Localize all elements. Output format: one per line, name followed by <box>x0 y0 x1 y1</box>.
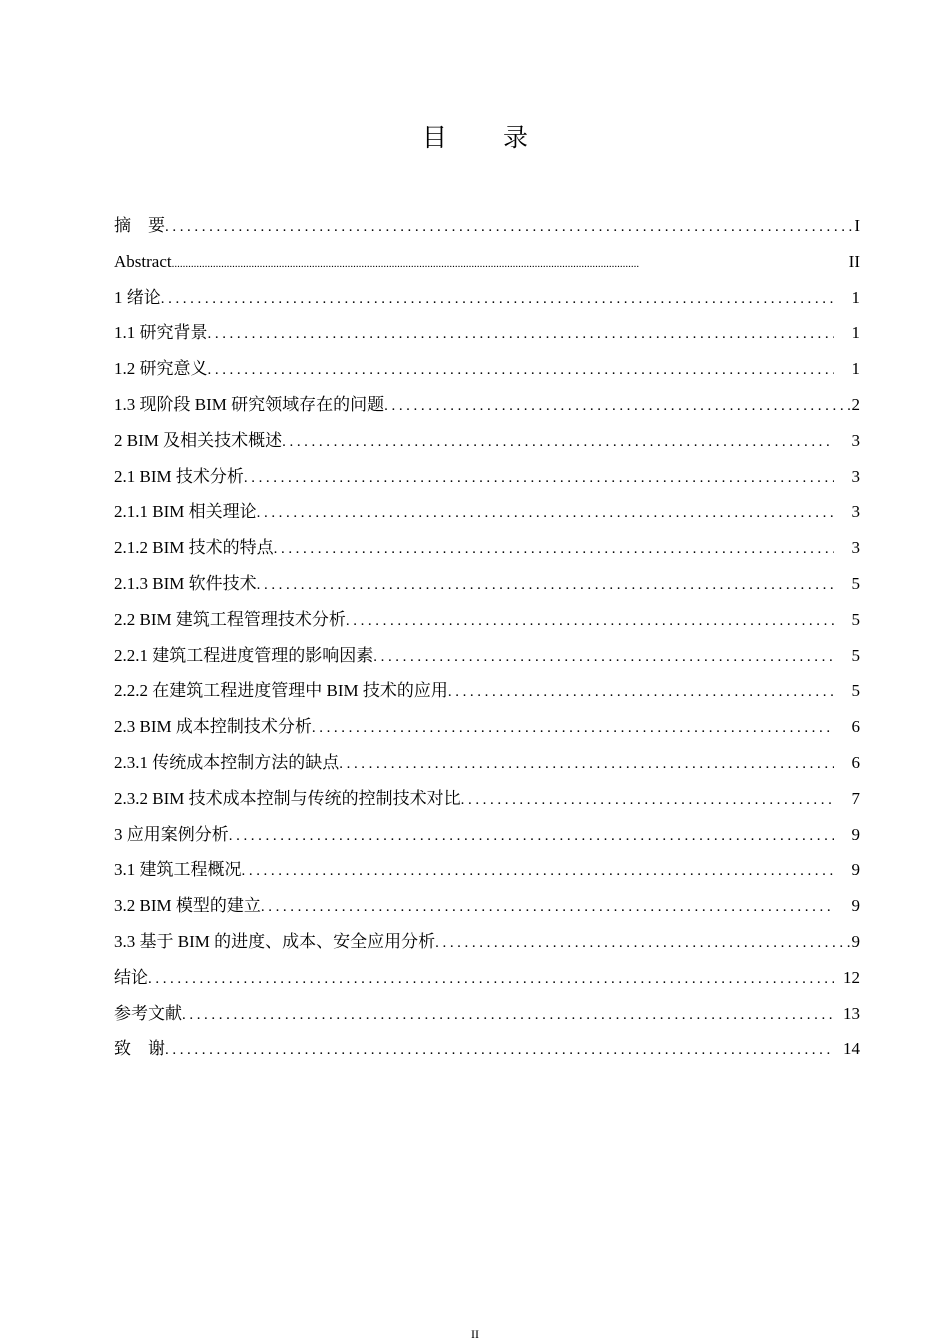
toc-entry-page: 3 <box>851 538 860 558</box>
toc-entry-label: 2.1 BIM 技术分析 <box>114 466 244 486</box>
toc-leader-dots <box>373 640 834 676</box>
toc-entry-page: 12 <box>843 967 860 987</box>
toc-leader-dots <box>182 998 834 1034</box>
toc-leader-dots <box>208 317 835 353</box>
toc-entry-label: 1 绪论 <box>114 287 161 307</box>
toc-entry-label: 1.1 研究背景 <box>114 323 208 343</box>
toc-entry-label: 1.3 现阶段 BIM 研究领域存在的问题 <box>114 394 385 414</box>
toc-entry-references[interactable] <box>114 996 860 1032</box>
toc-entry-page: 3 <box>851 502 860 522</box>
toc-entry-label: 2.3 BIM 成本控制技术分析 <box>114 717 312 737</box>
toc-entry-page: 13 <box>843 1003 860 1023</box>
toc-entry-label: 3 应用案例分析 <box>114 824 229 844</box>
toc-entry-label: 2.2.1 建筑工程进度管理的影响因素 <box>114 645 374 665</box>
toc-entry-2-2-1[interactable] <box>114 638 860 674</box>
toc-leader-dots <box>242 854 835 890</box>
toc-entry-label: 2.3.1 传统成本控制方法的缺点 <box>114 752 340 772</box>
toc-entry-page: 6 <box>851 752 860 772</box>
toc-entry-label: 摘 要 <box>114 216 165 235</box>
toc-leader-dots <box>148 962 834 998</box>
toc-entry-1[interactable] <box>114 280 860 316</box>
toc-entry-page: 5 <box>851 681 860 701</box>
toc-entry-page: 2 <box>851 394 860 414</box>
toc-leader-dots <box>244 461 834 497</box>
toc-entry-page: 5 <box>851 573 860 593</box>
toc-entry-label: 2.2.2 在建筑工程进度管理中 BIM 技术的应用 <box>114 681 448 701</box>
toc-leader-dots <box>229 819 834 855</box>
toc-leader-dots <box>261 890 834 926</box>
toc-entry-page: 9 <box>851 824 860 844</box>
toc-entry-page: 5 <box>851 609 860 629</box>
toc-entry-2-3-1[interactable] <box>114 745 860 781</box>
toc-leader-dots <box>165 210 854 246</box>
toc-leader-dots <box>461 783 834 819</box>
toc-leader-dots <box>384 389 851 425</box>
toc-entry-3-3[interactable] <box>114 924 860 960</box>
toc-entry-2-2-2[interactable] <box>114 673 860 709</box>
toc-leader-dots <box>257 496 834 532</box>
toc-entry-3[interactable] <box>114 817 860 853</box>
toc-leader-dots <box>312 711 834 747</box>
toc-entry-label: Abstract <box>114 251 172 271</box>
toc-entry-label: 2.2 BIM 建筑工程管理技术分析 <box>114 609 346 629</box>
toc-entry-1-3[interactable] <box>114 387 860 423</box>
toc-entry-label: 致 谢 <box>114 1039 165 1059</box>
toc-entry-2-3[interactable] <box>114 709 860 745</box>
toc-entry-page: 9 <box>851 931 860 951</box>
toc-leader-dots <box>172 247 849 283</box>
toc-entry-page: 3 <box>851 466 860 486</box>
footer-page-number: II <box>471 1327 479 1341</box>
toc-entry-label: 2.1.3 BIM 软件技术 <box>114 573 257 593</box>
toc-entry-acknowledgements[interactable] <box>114 1031 860 1067</box>
toc-entry-1-2[interactable] <box>114 351 860 387</box>
toc-entry-label: 2.3.2 BIM 技术成本控制与传统的控制技术对比 <box>114 788 461 808</box>
toc-entry-page: 6 <box>851 717 860 737</box>
toc-leader-dots <box>282 425 834 461</box>
toc-entry-3-1[interactable] <box>114 852 860 888</box>
toc-entry-page: 5 <box>851 645 860 665</box>
toc-leader-dots <box>448 675 834 711</box>
toc-entry-2-2[interactable] <box>114 602 860 638</box>
table-of-contents <box>114 208 860 1067</box>
toc-leader-dots <box>257 568 834 604</box>
toc-entry-2-1[interactable] <box>114 459 860 495</box>
toc-entry-page: 1 <box>851 287 860 307</box>
toc-entry-label: 参考文献 <box>114 1003 182 1023</box>
toc-entry-abstract-cn[interactable] <box>114 208 860 244</box>
toc-entry-page: 7 <box>851 788 860 808</box>
toc-entry-label: 1.2 研究意义 <box>114 359 208 379</box>
toc-entry-conclusion[interactable] <box>114 960 860 996</box>
toc-leader-dots <box>208 353 835 389</box>
toc-entry-1-1[interactable] <box>114 315 860 351</box>
toc-entry-2[interactable] <box>114 423 860 459</box>
toc-entry-label: 3.1 建筑工程概况 <box>114 860 242 880</box>
toc-entry-label: 3.2 BIM 模型的建立 <box>114 896 261 916</box>
toc-entry-page: 1 <box>851 359 860 379</box>
toc-entry-abstract-en[interactable] <box>114 244 860 280</box>
toc-entry-page: II <box>848 251 860 271</box>
toc-entry-label: 2.1.1 BIM 相关理论 <box>114 502 257 522</box>
toc-leader-dots <box>435 926 851 962</box>
toc-entry-label: 2.1.2 BIM 技术的特点 <box>114 538 274 558</box>
toc-entry-page: 3 <box>851 430 860 450</box>
toc-entry-page: I <box>854 216 860 235</box>
toc-entry-2-1-1[interactable] <box>114 494 860 530</box>
toc-entry-3-2[interactable] <box>114 888 860 924</box>
toc-entry-2-1-3[interactable] <box>114 566 860 602</box>
toc-leader-dots <box>161 282 834 318</box>
toc-entry-page: 1 <box>851 323 860 343</box>
toc-leader-dots <box>274 532 834 568</box>
toc-entry-2-1-2[interactable] <box>114 530 860 566</box>
toc-entry-page: 9 <box>851 860 860 880</box>
toc-entry-page: 9 <box>851 896 860 916</box>
toc-entry-page: 14 <box>843 1039 860 1059</box>
toc-entry-label: 3.3 基于 BIM 的进度、成本、安全应用分析 <box>114 931 436 951</box>
toc-leader-dots <box>339 747 834 783</box>
toc-leader-dots <box>346 604 834 640</box>
page-title: 目 录 <box>422 123 552 152</box>
toc-entry-label: 2 BIM 及相关技术概述 <box>114 430 283 450</box>
toc-leader-dots <box>165 1033 834 1069</box>
toc-entry-label: 结论 <box>114 967 148 987</box>
toc-entry-2-3-2[interactable] <box>114 781 860 817</box>
